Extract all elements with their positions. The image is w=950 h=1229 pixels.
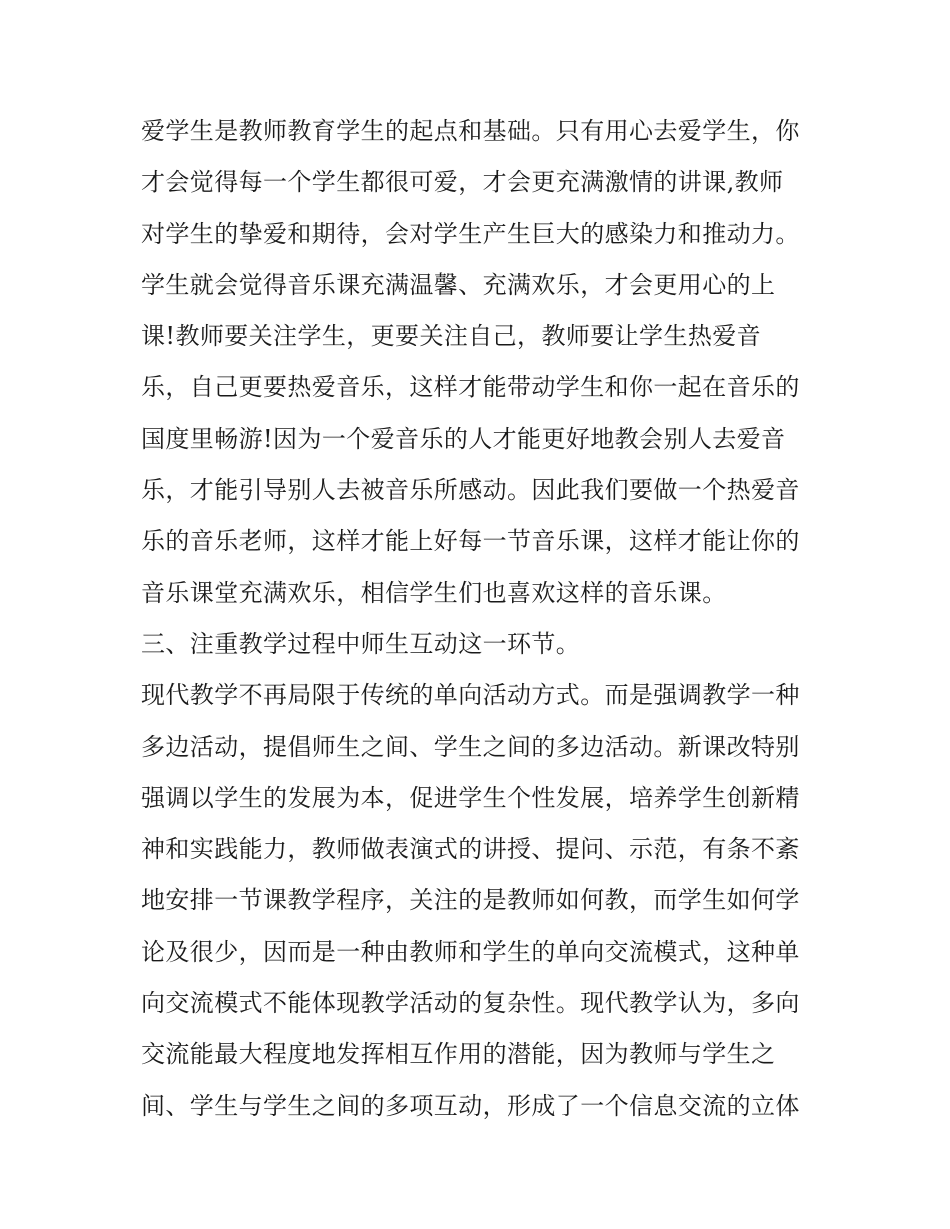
text-line: 对学生的挚爱和期待，会对学生产生巨大的感染力和推动力。 bbox=[141, 219, 800, 248]
text-line: 爱学生是教师教育学生的起点和基础。只有用心去爱学生，你 bbox=[141, 117, 800, 145]
text-line: 向交流模式不能体现教学活动的复杂性。现代教学认为，多向 bbox=[141, 989, 800, 1018]
text-line: 国度里畅游!因为一个爱音乐的人才能更好地教会别人去爱音 bbox=[141, 424, 786, 453]
text-line: 间、学生与学生之间的多项互动，形成了一个信息交流的立体 bbox=[141, 1091, 800, 1120]
section-heading: 三、注重教学过程中师生互动这一环节。 bbox=[141, 629, 581, 658]
text-line: 现代教学不再局限于传统的单向活动方式。而是强调教学一种 bbox=[141, 681, 800, 710]
text-line: 强调以学生的发展为本，促进学生个性发展，培养学生创新精 bbox=[141, 783, 800, 812]
body-text bbox=[141, 106, 821, 1132]
text-line: 才会觉得每一个学生都很可爱，才会更充满激情的讲课,教师 bbox=[141, 168, 784, 197]
text-line: 乐的音乐老师，这样才能上好每一节音乐课，这样才能让你的 bbox=[141, 527, 800, 556]
text-line: 音乐课堂充满欢乐，相信学生们也喜欢这样的音乐课。 bbox=[141, 578, 727, 607]
text-line: 交流能最大程度地发挥相互作用的潜能，因为教师与学生之 bbox=[141, 1040, 776, 1069]
text-line: 乐，才能引导别人去被音乐所感动。因此我们要做一个热爱音 bbox=[141, 476, 800, 505]
text-line: 乐，自己更要热爱音乐，这样才能带动学生和你一起在音乐的 bbox=[141, 373, 800, 402]
text-line: 多边活动，提倡师生之间、学生之间的多边活动。新课改特别 bbox=[141, 732, 800, 761]
text-line: 学生就会觉得音乐课充满温馨、充满欢乐，才会更用心的上 bbox=[141, 270, 776, 299]
text-line: 地安排一节课教学程序，关注的是教师如何教，而学生如何学 bbox=[141, 886, 800, 915]
text-line: 论及很少，因而是一种由教师和学生的单向交流模式，这种单 bbox=[141, 937, 800, 966]
text-line: 神和实践能力，教师做表演式的讲授、提问、示范，有条不紊 bbox=[141, 835, 800, 864]
text-line: 课!教师要关注学生，更要关注自己，教师要让学生热爱音 bbox=[141, 322, 762, 351]
